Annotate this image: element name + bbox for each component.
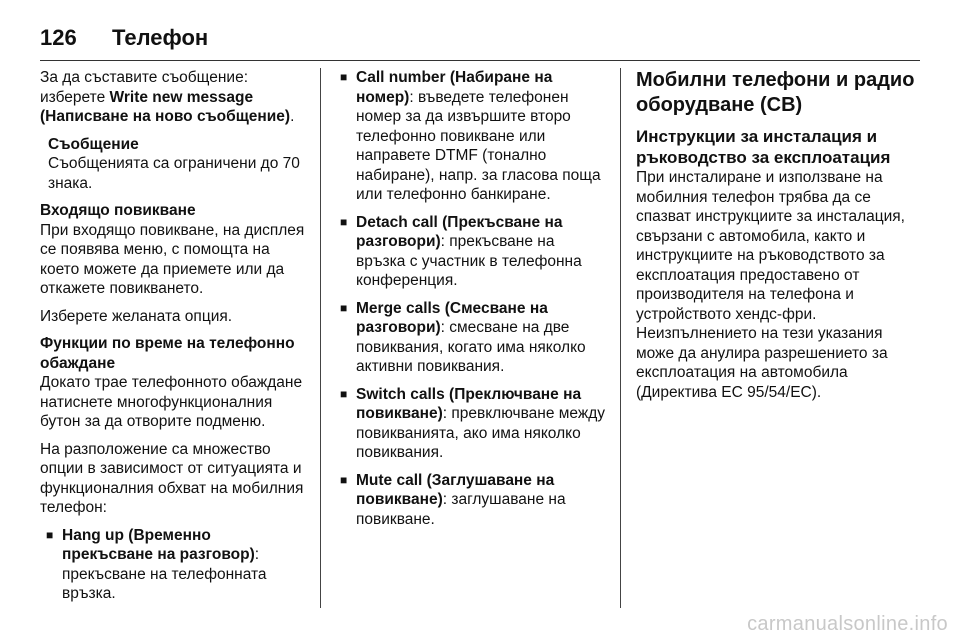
list-item bbox=[340, 68, 605, 205]
header-rule bbox=[40, 60, 920, 61]
bullet-bold: Detach call (Прекъсване на разговори) bbox=[356, 213, 563, 250]
bullet-icon: ■ bbox=[340, 386, 348, 401]
intro-text: За да съставите съобщение: изберете bbox=[40, 69, 249, 106]
intro-paragraph bbox=[40, 68, 305, 127]
section-heading: Мобилни телефони и радио оборудване (CB) bbox=[636, 69, 915, 116]
page-header bbox=[40, 18, 920, 58]
page-number: 126 bbox=[40, 25, 77, 50]
intro-end: . bbox=[290, 108, 295, 125]
note-title: Съобщение bbox=[48, 135, 139, 153]
bullet-bold: Hang up (Временно прекъсване на разговор) bbox=[62, 526, 255, 563]
incoming-text: При входящо повикване, на дисплея се появява меню, с помощта на което можете да приемете или да откажете повикването. bbox=[40, 221, 305, 297]
bullet-text: : превключване между повикванията, ако има няколко повиквания. bbox=[356, 405, 606, 461]
column-right bbox=[636, 68, 916, 410]
during-call-text: Докато трае телефонното обаждане натиснете многофункционалния бутон за да отворите подменю. bbox=[40, 374, 303, 430]
note-block bbox=[40, 135, 305, 194]
watermark: carmanualsonline.info bbox=[747, 613, 948, 635]
bullet-icon: ■ bbox=[340, 300, 348, 315]
column-divider-2 bbox=[620, 68, 621, 608]
bullet-icon: ■ bbox=[340, 214, 348, 229]
list-item bbox=[40, 526, 305, 604]
select-option-text: Изберете желаната опция. bbox=[40, 307, 233, 325]
options-text: На разположение са множество опции в зависимост от ситуацията и функционалния обхват на мобилния телефон: bbox=[40, 440, 304, 516]
list-item bbox=[340, 471, 605, 530]
list-item bbox=[340, 299, 605, 377]
bullet-text: : въведете телефонен номер за да извършите второ телефонно повикване или направете DTMF (тонално набиране), напр. за гласова поща или телефонно банкиране. bbox=[356, 88, 601, 203]
column-divider-1 bbox=[320, 68, 321, 608]
list-item bbox=[340, 213, 605, 291]
bullet-bold: Switch calls (Преключване на повикване) bbox=[356, 385, 582, 422]
bullet-bold: Call number (Набиране на номер) bbox=[356, 69, 553, 106]
bullet-text: : прекъсване на връзка с участник в телефонна конференция. bbox=[356, 233, 582, 289]
bullet-icon: ■ bbox=[340, 472, 348, 487]
note-text: Съобщенията са ограничени до 70 знака. bbox=[48, 155, 300, 192]
bullet-icon: ■ bbox=[340, 70, 348, 84]
column-left bbox=[40, 68, 305, 612]
list-item bbox=[340, 385, 605, 463]
section-subheading: Инструкции за инсталация и ръководство за експлоатация bbox=[636, 127, 891, 167]
bullet-text: : смесване на две повиквания, когато има няколко активни повиквания. bbox=[356, 319, 586, 375]
bullet-bold: Mute call (Заглушаване на повикване) bbox=[356, 471, 555, 508]
chapter-title: Телефон bbox=[112, 25, 209, 50]
incoming-title: Входящо повикване bbox=[40, 202, 196, 219]
bullet-bold: Merge calls (Смесване на разговори) bbox=[356, 299, 548, 336]
section-text: При инсталиране и използване на мобилния телефон трябва да се спазват инструкциите за инсталация, свързани с автомобила, както и инструкциите на ръководството за експлоатация предоставено от производителя на телефона и устройството хендс-фри. Неизпълнението на тези указания може да анулира разрешението за експлоатация на автомобила (Директива ЕС 95/54/ЕС). bbox=[636, 169, 905, 401]
intro-bold: Write new message (Написване на ново съобщение) bbox=[40, 88, 291, 125]
column-middle bbox=[340, 68, 605, 537]
bullet-icon: ■ bbox=[46, 527, 54, 542]
bullet-text: : прекъсване на телефонната връзка. bbox=[62, 546, 267, 602]
bullet-text: : заглушаване на повикване. bbox=[356, 491, 566, 528]
during-call-title: Функции по време на телефонно обаждане bbox=[40, 335, 295, 372]
